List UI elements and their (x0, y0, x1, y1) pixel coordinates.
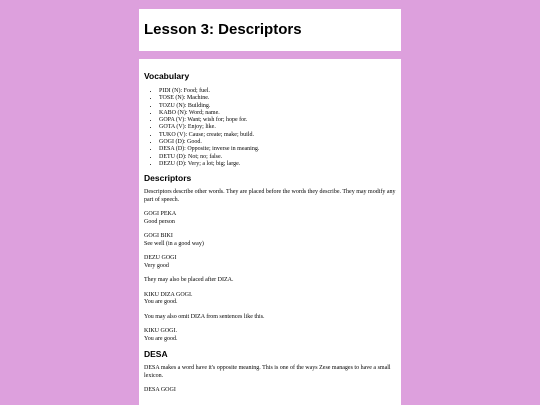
example-term: GOGI PEKA (144, 211, 177, 218)
page-title: Lesson 3: Descriptors (144, 21, 302, 38)
example-kiku-diza-gogi (144, 292, 396, 307)
descriptors-heading: Descriptors (144, 173, 192, 184)
example-term: GOGI BIKI (144, 233, 173, 240)
vocab-item: • DESA (D): Opposite; inverse in meaning. (159, 146, 396, 153)
lesson-content (139, 59, 401, 405)
vocabulary-list (144, 88, 396, 168)
example-meaning: See well (in a good way) (144, 240, 204, 247)
example-meaning: You are good. (144, 299, 178, 306)
example-gogi-biki (144, 233, 396, 248)
vocab-item: • DETU (D): Not; no; false. (159, 154, 396, 161)
descriptors-intro: Descriptors describe other words. They are placed before the words they describe. They may modify any part of speech. (144, 189, 396, 203)
example-term: DEZU GOGI (144, 255, 177, 262)
vocab-item: • GOPA (V): Want; wish for; hope for. (159, 117, 396, 124)
desa-heading: DESA (144, 349, 168, 360)
page-title-card (139, 9, 401, 51)
vocab-item: • GOTA (V): Enjoy; like. (159, 124, 396, 131)
vocab-item: • TOSE (N): Machine. (159, 95, 396, 102)
example-desa-gogi (144, 387, 396, 395)
example-dezu-gogi (144, 255, 396, 270)
example-term: KIKU DIZA GOGI. (144, 291, 193, 298)
vocab-item: • KABO (N): Word; name. (159, 110, 396, 117)
example-term: DESA GOGI (144, 387, 176, 394)
example-meaning: Good person (144, 218, 175, 225)
example-kiku-gogi (144, 328, 396, 343)
desa-intro: DESA makes a word have it's opposite meaning. This is one of the ways Zese manages to have a small lexicon. (144, 365, 391, 379)
example-gogi-peka (144, 211, 396, 226)
vocab-item: • TOZU (N): Building. (159, 103, 396, 110)
example-term: KIKU GOGI. (144, 328, 177, 335)
vocab-item: • DEZU (D): Very; a lot; big; large. (159, 161, 396, 168)
example-meaning: Very good (144, 262, 169, 269)
vocab-item: • PIDI (N): Food; fuel. (159, 88, 396, 95)
vocab-item: • GOGI (D): Good. (159, 139, 396, 146)
example-meaning: You are good. (144, 335, 178, 342)
diza-omit-note: You may also omit DIZA from sentences like this. (144, 313, 265, 320)
vocab-item: • TUKO (V): Cause; create; make; build. (159, 132, 396, 139)
vocabulary-heading: Vocabulary (144, 71, 190, 81)
diza-placement-note: They may also be placed after DIZA. (144, 277, 234, 284)
